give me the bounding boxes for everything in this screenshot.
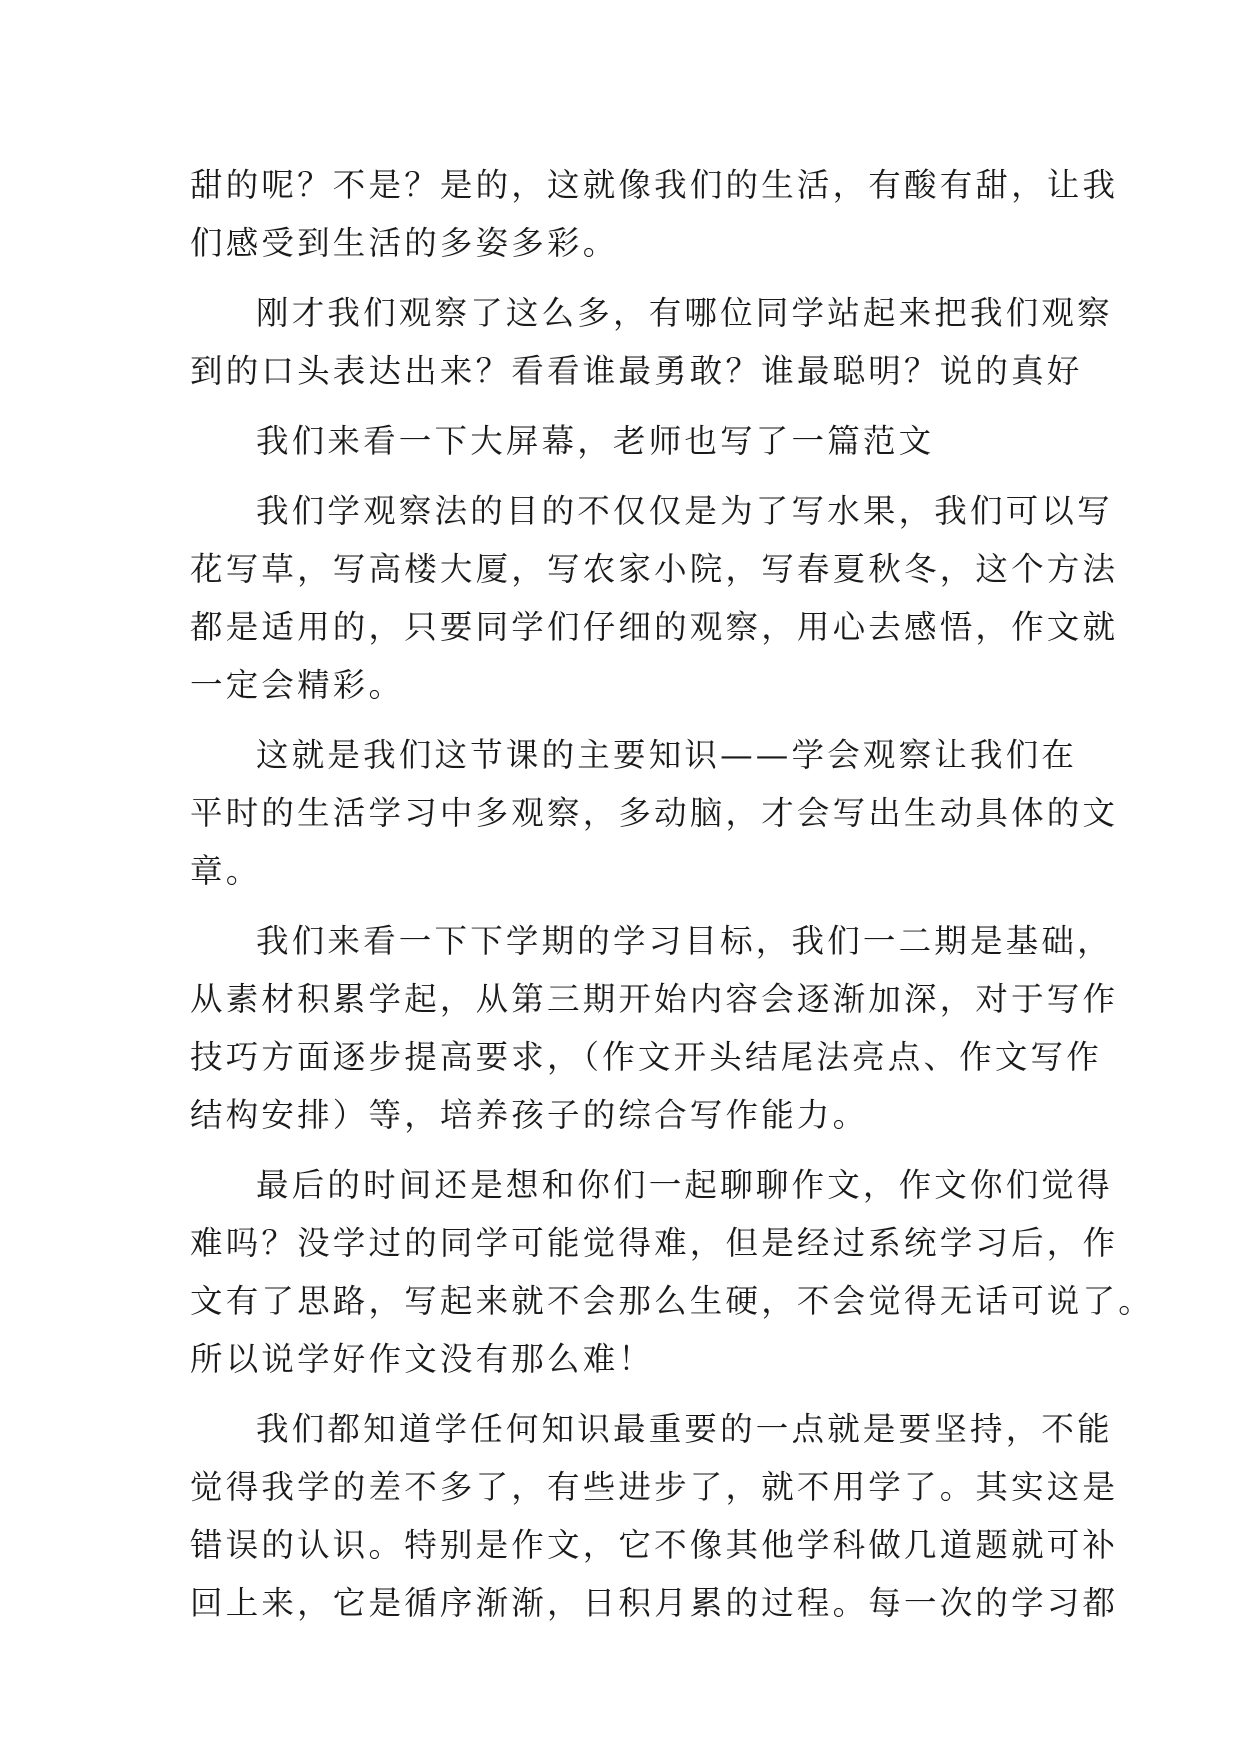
paragraph-first-line: 刚才我们观察了这么多，有哪位同学站起来把我们观察 [256,294,1113,332]
paragraph-first-line: 我们都知道学任何知识最重要的一点就是要坚持，不能 [256,1410,1113,1448]
text-line: 到的口头表达出来？看看谁最勇敢？谁最聪明？说的真好 [190,352,1083,390]
text-line: 平时的生活学习中多观察，多动脑，才会写出生动具体的文 [190,794,1119,832]
text-line: 们感受到生活的多姿多彩。 [190,224,619,262]
paragraph-first-line: 我们来看一下大屏幕，老师也写了一篇范文 [256,422,935,460]
text-line: 一定会精彩。 [190,666,405,704]
text-line: 甜的呢？不是？是的，这就像我们的生活，有酸有甜，让我 [190,166,1119,204]
text-line: 章。 [190,852,262,890]
paragraph-first-line: 我们学观察法的目的不仅仅是为了写水果，我们可以写 [256,492,1113,530]
text-line: 难吗？没学过的同学可能觉得难，但是经过系统学习后，作 [190,1224,1119,1262]
paragraph-first-line: 这就是我们这节课的主要知识——学会观察让我们在 [256,736,1078,774]
paragraph-first-line: 我们来看一下下学期的学习目标，我们一二期是基础， [256,922,1113,960]
paragraph-first-line: 最后的时间还是想和你们一起聊聊作文，作文你们觉得 [256,1166,1113,1204]
text-line: 文有了思路，写起来就不会那么生硬，不会觉得无话可说了。 [190,1282,1154,1320]
text-line: 错误的认识。特别是作文，它不像其他学科做几道题就可补 [190,1526,1119,1564]
text-line: 所以说学好作文没有那么难！ [190,1340,655,1378]
text-line: 结构安排）等，培养孩子的综合写作能力。 [190,1096,869,1134]
text-line: 回上来，它是循序渐渐，日积月累的过程。每一次的学习都 [190,1584,1119,1622]
text-line: 从素材积累学起，从第三期开始内容会逐渐加深，对于写作 [190,980,1119,1018]
text-line: 花写草，写高楼大厦，写农家小院，写春夏秋冬，这个方法 [190,550,1119,588]
text-line: 技巧方面逐步提高要求，（作文开头结尾法亮点、作文写作 [190,1038,1102,1076]
text-line: 觉得我学的差不多了，有些进步了，就不用学了。其实这是 [190,1468,1119,1506]
text-line: 都是适用的，只要同学们仔细的观察，用心去感悟，作文就 [190,608,1119,646]
